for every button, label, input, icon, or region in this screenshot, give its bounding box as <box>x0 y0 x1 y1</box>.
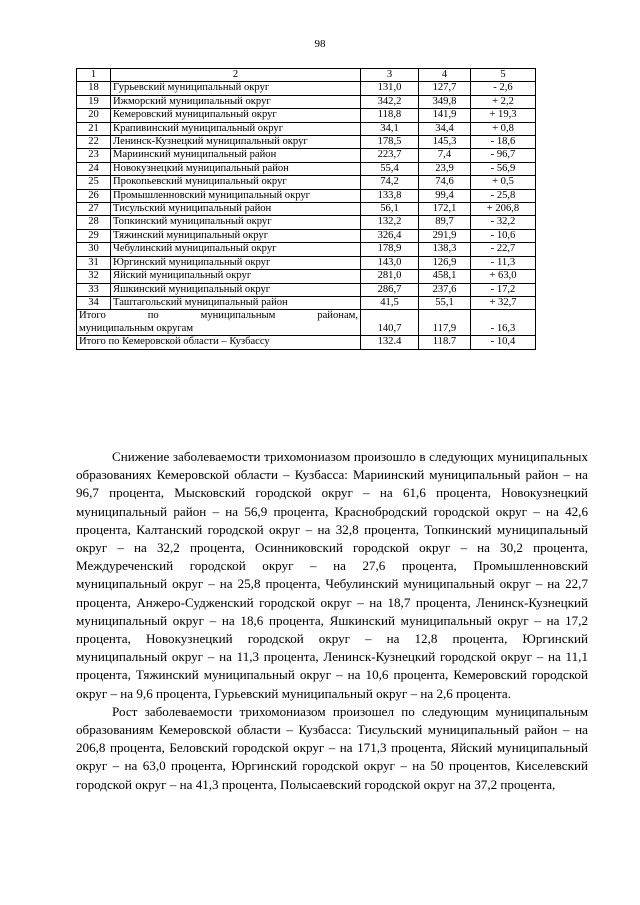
municipality-name: Промышленновский муниципальный округ <box>111 189 361 202</box>
row-number: 19 <box>77 95 111 108</box>
municipality-name: Таштагольский муниципальный район <box>111 296 361 309</box>
value-col3: 118,8 <box>361 109 419 122</box>
municipality-name: Чебулинский муниципальный округ <box>111 243 361 256</box>
change-col5: - 25,8 <box>471 189 536 202</box>
change-col5: - 17,2 <box>471 283 536 296</box>
table-row <box>77 203 536 216</box>
municipality-name: Юргинский муниципальный округ <box>111 256 361 269</box>
column-header: 1 <box>77 69 111 82</box>
column-header: 2 <box>111 69 361 82</box>
value-col3: 178,9 <box>361 243 419 256</box>
value-col4: 145,3 <box>419 136 471 149</box>
value-col4: 127,7 <box>419 82 471 95</box>
municipality-name: Ижморский муниципальный округ <box>111 95 361 108</box>
value-col3: 131,0 <box>361 82 419 95</box>
column-header: 5 <box>471 69 536 82</box>
table-row <box>77 95 536 108</box>
value-col3: 55,4 <box>361 162 419 175</box>
change-col5: + 32,7 <box>471 296 536 309</box>
value-col4: 34,4 <box>419 122 471 135</box>
row-number: 27 <box>77 203 111 216</box>
change-col5: + 2,2 <box>471 95 536 108</box>
value-col4: 141,9 <box>419 109 471 122</box>
column-header: 3 <box>361 69 419 82</box>
value-col3: 326,4 <box>361 229 419 242</box>
value-col3: 342,2 <box>361 95 419 108</box>
total-districts-col3: 140,7 <box>361 310 419 336</box>
row-number: 25 <box>77 176 111 189</box>
table-row <box>77 270 536 283</box>
change-col5: + 0,5 <box>471 176 536 189</box>
municipality-name: Тисульский муниципальный район <box>111 203 361 216</box>
total-districts-label: Итого по муниципальным районам, муниципальным округам <box>77 310 361 336</box>
value-col3: 132,2 <box>361 216 419 229</box>
row-number: 33 <box>77 283 111 296</box>
table-row <box>77 243 536 256</box>
column-header: 4 <box>419 69 471 82</box>
row-number: 20 <box>77 109 111 122</box>
table-row <box>77 229 536 242</box>
paragraph-increase: Рост заболеваемости трихомониазом произошел по следующим муниципальным образованиям Кемеровской области – Кузбасса: Тисульский муниципальный район – на 206,8 процента, Беловский городской округ – на 171,3 процента, Яйский муниципальный округ – на 63,0 процента, Юргинский городской округ – на 50 процентов, Киселевский городской округ – на 41,3 процента, Полысаевский городской округ на 37,2 процента, <box>76 703 588 792</box>
body-text <box>76 448 588 794</box>
value-col3: 41,5 <box>361 296 419 309</box>
municipality-name: Новокузнецкий муниципальный район <box>111 162 361 175</box>
change-col5: - 96,7 <box>471 149 536 162</box>
value-col3: 178,5 <box>361 136 419 149</box>
table-row <box>77 162 536 175</box>
row-number: 21 <box>77 122 111 135</box>
table-row <box>77 136 536 149</box>
row-number: 23 <box>77 149 111 162</box>
value-col3: 281,0 <box>361 270 419 283</box>
value-col3: 133,8 <box>361 189 419 202</box>
municipality-name: Мариинский муниципальный район <box>111 149 361 162</box>
value-col4: 89,7 <box>419 216 471 229</box>
table-row <box>77 149 536 162</box>
change-col5: - 18,6 <box>471 136 536 149</box>
change-col5: + 206,8 <box>471 203 536 216</box>
municipality-name: Гурьевский муниципальный округ <box>111 82 361 95</box>
table-row <box>77 82 536 95</box>
total-region-label: Итого по Кемеровской области – Кузбассу <box>77 336 361 349</box>
value-col4: 138,3 <box>419 243 471 256</box>
value-col4: 55,1 <box>419 296 471 309</box>
table-row <box>77 176 536 189</box>
row-number: 32 <box>77 270 111 283</box>
change-col5: + 0,8 <box>471 122 536 135</box>
row-number: 28 <box>77 216 111 229</box>
total-districts-col4: 117,9 <box>419 310 471 336</box>
change-col5: + 63,0 <box>471 270 536 283</box>
row-number: 31 <box>77 256 111 269</box>
value-col3: 74,2 <box>361 176 419 189</box>
table-row-total-districts <box>77 310 536 336</box>
table-row <box>77 256 536 269</box>
row-number: 30 <box>77 243 111 256</box>
table-row <box>77 216 536 229</box>
row-number: 22 <box>77 136 111 149</box>
table-row <box>77 122 536 135</box>
value-col4: 291,9 <box>419 229 471 242</box>
total-districts-col5: - 16,3 <box>471 310 536 336</box>
row-number: 26 <box>77 189 111 202</box>
value-col3: 286,7 <box>361 283 419 296</box>
row-number: 29 <box>77 229 111 242</box>
total-region-col5: - 10,4 <box>471 336 536 349</box>
municipality-name: Кемеровский муниципальный округ <box>111 109 361 122</box>
table-row <box>77 189 536 202</box>
change-col5: - 10,6 <box>471 229 536 242</box>
municipality-name: Яшкинский муниципальный округ <box>111 283 361 296</box>
municipality-name: Прокопьевский муниципальный округ <box>111 176 361 189</box>
table-row-total-region <box>77 336 536 349</box>
value-col4: 458,1 <box>419 270 471 283</box>
municipality-name: Крапивинский муниципальный округ <box>111 122 361 135</box>
value-col4: 172,1 <box>419 203 471 216</box>
table-row <box>77 296 536 309</box>
total-region-col3: 132.4 <box>361 336 419 349</box>
row-number: 18 <box>77 82 111 95</box>
total-region-col4: 118.7 <box>419 336 471 349</box>
page-number: 98 <box>314 38 326 50</box>
morbidity-table <box>76 68 536 350</box>
municipality-name: Топкинский муниципальный округ <box>111 216 361 229</box>
value-col3: 143,0 <box>361 256 419 269</box>
change-col5: - 56,9 <box>471 162 536 175</box>
value-col4: 237,6 <box>419 283 471 296</box>
row-number: 24 <box>77 162 111 175</box>
value-col4: 23,9 <box>419 162 471 175</box>
value-col4: 74,6 <box>419 176 471 189</box>
table-row <box>77 283 536 296</box>
row-number: 34 <box>77 296 111 309</box>
change-col5: - 11,3 <box>471 256 536 269</box>
value-col4: 7,4 <box>419 149 471 162</box>
municipality-name: Ленинск-Кузнецкий муниципальный округ <box>111 136 361 149</box>
change-col5: - 22,7 <box>471 243 536 256</box>
table-body <box>77 82 536 310</box>
value-col3: 34,1 <box>361 122 419 135</box>
paragraph-decrease: Снижение заболеваемости трихомониазом произошло в следующих муниципальных образованиях Кемеровской области – Кузбасса: Мариинский муниципальный район – на 96,7 процента, Мысковский городской округ – на 61,6 процента, Новокузнецкий муниципальный район – на 56,9 процента, Краснобродский городской округ – на 42,6 процента, Калтанский городской округ – на 32,8 процента, Топкинский муниципальный округ – на 32,2 процента, Осинниковский городской округ – на 30,2 процента, Междуреченский городской округ – на 27,6 процента, Промышленновский муниципальный округ – на 25,8 процента, Чебулинский муниципальный округ – на 22,7 процента, Анжеро-Судженский городской округ – на 18,7 процента, Ленинск-Кузнецкий муниципальный округ – на 18,6 процента, Яшкинский муниципальный округ – на 17,2 процента, Новокузнецкий городской округ – на 12,8 процента, Юргинский муниципальный округ – на 11,3 процента, Ленинск-Кузнецкий городской округ – на 11,1 процента, Тяжинский муниципальный округ – на 10,6 процента, Кемеровский городской округ – на 9,6 процента, Гурьевский муниципальный округ – на 2,6 процента. <box>76 449 588 701</box>
municipality-name: Яйский муниципальный округ <box>111 270 361 283</box>
value-col4: 349,8 <box>419 95 471 108</box>
value-col4: 126,9 <box>419 256 471 269</box>
change-col5: - 32,2 <box>471 216 536 229</box>
change-col5: - 2,6 <box>471 82 536 95</box>
table-header-row <box>77 69 536 82</box>
municipality-name: Тяжинский муниципальный округ <box>111 229 361 242</box>
value-col4: 99,4 <box>419 189 471 202</box>
change-col5: + 19,3 <box>471 109 536 122</box>
value-col3: 56,1 <box>361 203 419 216</box>
value-col3: 223,7 <box>361 149 419 162</box>
table-row <box>77 109 536 122</box>
